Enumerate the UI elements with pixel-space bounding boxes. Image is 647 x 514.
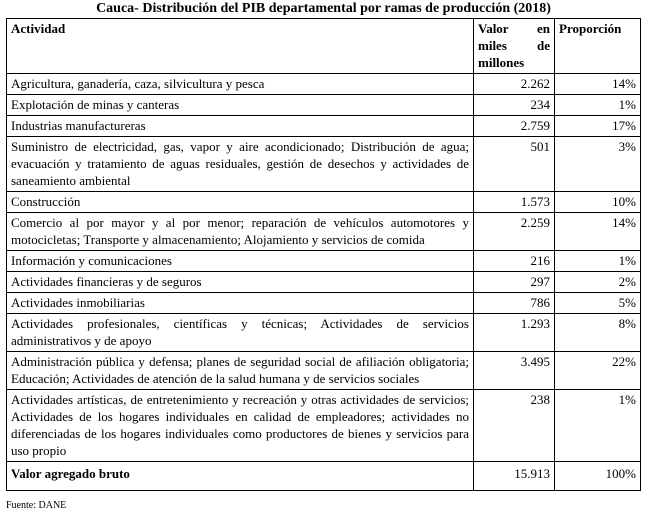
- table-row: [7, 95, 641, 116]
- table-row: [7, 352, 641, 390]
- cell-proporcion: 8%: [555, 314, 641, 352]
- cell-actividad: Suministro de electricidad, gas, vapor y aire acondicionado; Distribución de agua; evacuación y tratamiento de aguas residuales, gestión de desechos y actividades de saneamiento ambiental: [7, 137, 474, 192]
- table-row: [7, 192, 641, 213]
- cell-actividad: Actividades profesionales, científicas y técnicas; Actividades de servicios administrativos y de apoyo: [7, 314, 474, 352]
- table-row: [7, 293, 641, 314]
- cell-actividad: Actividades financieras y de seguros: [7, 272, 474, 293]
- cell-actividad: Información y comunicaciones: [7, 251, 474, 272]
- cell-actividad: Actividades inmobiliarias: [7, 293, 474, 314]
- table-row: [7, 137, 641, 192]
- total-proporcion: 100%: [555, 462, 641, 491]
- table-row: [7, 314, 641, 352]
- header-actividad: Actividad: [7, 19, 474, 74]
- header-valor: Valor en miles de millones: [474, 19, 555, 74]
- total-row: [7, 462, 641, 491]
- cell-actividad: Agricultura, ganadería, caza, silvicultura y pesca: [7, 74, 474, 95]
- table-row: [7, 390, 641, 462]
- cell-valor: 238: [474, 390, 555, 462]
- table-row: [7, 251, 641, 272]
- total-valor: 15.913: [474, 462, 555, 491]
- cell-actividad: Construcción: [7, 192, 474, 213]
- cell-proporcion: 1%: [555, 251, 641, 272]
- cell-proporcion: 2%: [555, 272, 641, 293]
- cell-actividad: Administración pública y defensa; planes de seguridad social de afiliación obligatoria; Educación; Actividades de atención de la salud humana y de servicios sociales: [7, 352, 474, 390]
- cell-valor: 1.573: [474, 192, 555, 213]
- table-row: [7, 74, 641, 95]
- cell-proporcion: 5%: [555, 293, 641, 314]
- cell-proporcion: 10%: [555, 192, 641, 213]
- cell-actividad: Actividades artísticas, de entretenimiento y recreación y otras actividades de servicios; Actividades de los hogares individuales en calidad de empleadores; actividades no diferenciadas de los hogares individuales como productores de bienes y servicios para uso propio: [7, 390, 474, 462]
- total-label: Valor agregado bruto: [7, 462, 474, 491]
- source-note: Fuente: DANE: [6, 500, 67, 511]
- cell-proporcion: 17%: [555, 116, 641, 137]
- cell-proporcion: 1%: [555, 95, 641, 116]
- pib-table: [6, 18, 641, 491]
- cell-actividad: Explotación de minas y canteras: [7, 95, 474, 116]
- table-row: [7, 213, 641, 251]
- cell-valor: 2.259: [474, 213, 555, 251]
- table-row: [7, 272, 641, 293]
- table-row: [7, 116, 641, 137]
- cell-valor: 2.262: [474, 74, 555, 95]
- cell-valor: 501: [474, 137, 555, 192]
- cell-actividad: Comercio al por mayor y al por menor; reparación de vehículos automotores y motocicletas; Transporte y almacenamiento; Alojamiento y servicios de comida: [7, 213, 474, 251]
- cell-proporcion: 1%: [555, 390, 641, 462]
- cell-valor: 3.495: [474, 352, 555, 390]
- cell-proporcion: 3%: [555, 137, 641, 192]
- cell-valor: 216: [474, 251, 555, 272]
- cell-valor: 1.293: [474, 314, 555, 352]
- cell-valor: 297: [474, 272, 555, 293]
- table-title: Cauca- Distribución del PIB departamental por ramas de producción (2018): [96, 1, 551, 16]
- header-proporcion: Proporción: [555, 19, 641, 74]
- table-header-row: [7, 19, 641, 74]
- cell-proporcion: 14%: [555, 213, 641, 251]
- cell-valor: 234: [474, 95, 555, 116]
- cell-actividad: Industrias manufactureras: [7, 116, 474, 137]
- cell-proporcion: 22%: [555, 352, 641, 390]
- cell-valor: 2.759: [474, 116, 555, 137]
- cell-proporcion: 14%: [555, 74, 641, 95]
- cell-valor: 786: [474, 293, 555, 314]
